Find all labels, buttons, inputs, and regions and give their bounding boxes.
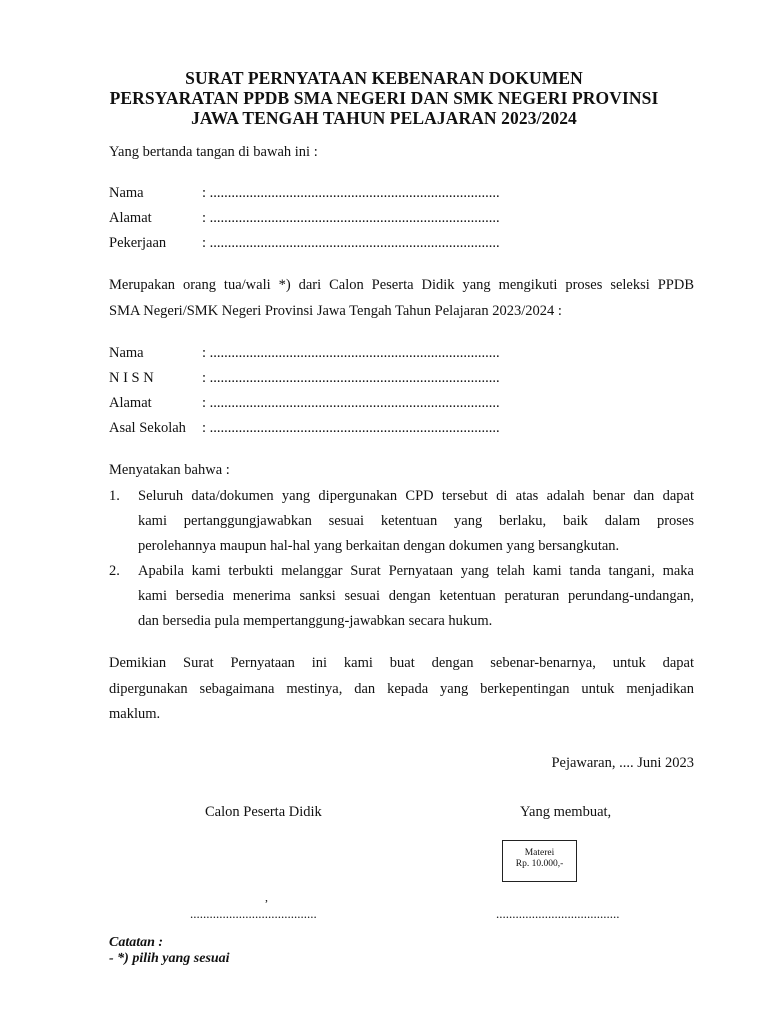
notes-item: - *) pilih yang sesuai bbox=[109, 951, 230, 966]
declaration-2-line-1: Apabila kami terbukti melanggar Surat Pernyataan yang telah kami tanda tangani, maka bbox=[138, 563, 694, 579]
parent-statement-line-1: Merupakan orang tua/wali *) dari Calon Peserta Didik yang mengikuti proses seleksi PPDB bbox=[109, 277, 694, 293]
closing-line-2: dipergunakan sebagaimana mestinya, dan kepada yang berkepentingan untuk menjadikan bbox=[109, 681, 694, 697]
signer-name-label: Nama bbox=[109, 185, 144, 201]
student-school-field: : ................................................................................ bbox=[202, 420, 500, 436]
declaration-1-number: 1. bbox=[109, 488, 120, 504]
declaration-1-line-1: Seluruh data/dokumen yang dipergunakan CPD tersebut di atas adalah benar dan dapat bbox=[138, 488, 694, 504]
signer-address-field: : ................................................................................ bbox=[202, 210, 500, 226]
signer-name-field: : ................................................................................ bbox=[202, 185, 500, 201]
closing-line-1: Demikian Surat Pernyataan ini kami buat dengan sebenar-benarnya, untuk dapat bbox=[109, 655, 694, 671]
declaration-1-line-3: perolehannya maupun hal-hal yang berkaitan dengan dokumen yang bersangkutan. bbox=[138, 538, 620, 554]
notes-heading: Catatan : bbox=[109, 935, 164, 950]
place-date: Pejawaran, .... Juni 2023 bbox=[551, 755, 694, 771]
student-address-label: Alamat bbox=[109, 395, 152, 411]
declaration-2-line-2: kami bersedia menerima sanksi sesuai dengan ketentuan peraturan perundang-undangan, bbox=[138, 588, 694, 604]
signer-job-label: Pekerjaan bbox=[109, 235, 167, 251]
parent-statement-line-2: SMA Negeri/SMK Negeri Provinsi Jawa Tengah Tahun Pelajaran 2023/2024 : bbox=[109, 303, 562, 319]
stamp-line-1: Materei bbox=[524, 848, 555, 858]
intro-text: Yang bertanda tangan di bawah ini : bbox=[109, 144, 318, 160]
student-name-label: Nama bbox=[109, 345, 144, 361]
signer-job-field: : ................................................................................ bbox=[202, 235, 500, 251]
signature-right-line: ...................................... bbox=[496, 906, 620, 921]
student-nisn-field: : ................................................................................ bbox=[202, 370, 500, 386]
declaration-2-line-3: dan bersedia pula mempertanggung-jawabkan secara hukum. bbox=[138, 613, 493, 629]
declare-heading: Menyatakan bahwa : bbox=[109, 462, 230, 478]
declaration-1-line-2: kami pertanggungjawabkan sesuai ketentuan yang berlaku, baik dalam proses bbox=[138, 513, 694, 529]
student-school-label: Asal Sekolah bbox=[109, 420, 186, 436]
signature-right-label: Yang membuat, bbox=[520, 804, 612, 820]
signature-left-label: Calon Peserta Didik bbox=[205, 804, 322, 820]
student-nisn-label: N I S N bbox=[109, 370, 154, 386]
signature-comma: , bbox=[265, 890, 268, 904]
signature-left-line: ....................................... bbox=[190, 906, 317, 921]
title-line-3: JAWA TENGAH TAHUN PELAJARAN 2023/2024 bbox=[191, 108, 577, 128]
closing-line-3: maklum. bbox=[109, 706, 161, 722]
signer-address-label: Alamat bbox=[109, 210, 152, 226]
student-name-field: : ................................................................................ bbox=[202, 345, 500, 361]
declaration-2-number: 2. bbox=[109, 563, 120, 579]
materai-stamp-box bbox=[502, 840, 577, 882]
title-line-2: PERSYARATAN PPDB SMA NEGERI DAN SMK NEGERI PROVINSI bbox=[109, 88, 659, 108]
stamp-line-2: Rp. 10.000,- bbox=[515, 859, 564, 869]
student-address-field: : ................................................................................ bbox=[202, 395, 500, 411]
title-line-1: SURAT PERNYATAAN KEBENARAN DOKUMEN bbox=[185, 68, 583, 88]
